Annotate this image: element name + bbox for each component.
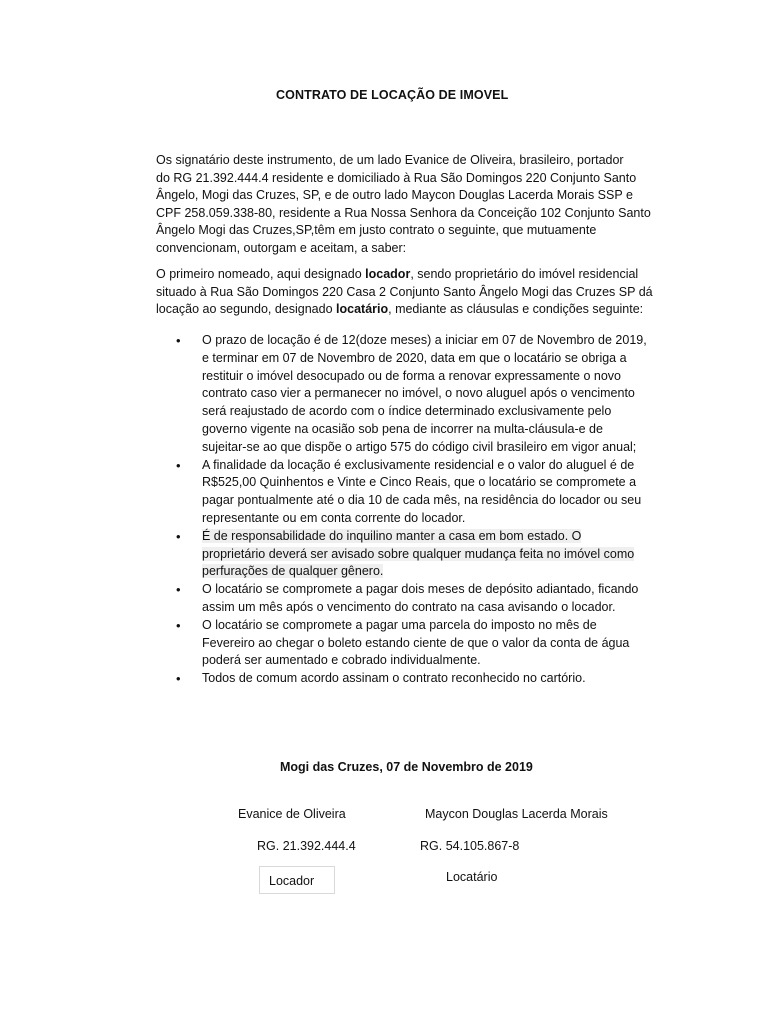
intro-paragraph [156, 152, 666, 257]
designation-line [156, 301, 666, 319]
document-title: CONTRATO DE LOCAÇÃO DE IMOVEL [276, 88, 509, 102]
clause-line [202, 546, 664, 564]
clause-line: e terminar em 07 de Novembro de 2020, data em que o locatário se obriga a [202, 350, 627, 365]
clause-line: • O locatário se compromete a pagar dois meses de depósito adiantado, ficando [202, 582, 639, 597]
place-and-date: Mogi das Cruzes, 07 de Novembro de 2019 [280, 760, 533, 774]
clause-line [202, 563, 664, 581]
clause-item-term [174, 332, 664, 457]
highlighted-text: perfurações de qualquer gênero. [202, 564, 384, 579]
landlord-term: locador [365, 267, 411, 281]
designation-line: situado à Rua São Domingos 220 Casa 2 Conjunto Santo Ângelo Mogi das Cruzes SP dá [156, 284, 653, 299]
clause-item-maintenance [174, 528, 664, 581]
clause-item-tax [174, 617, 664, 670]
clause-line: assim um mês após o vencimento do contrato na casa avisando o locador. [202, 599, 616, 614]
clause-item-deposit [174, 581, 664, 617]
clause-line: R$525,00 Quinhentos e Vinte e Cinco Reais, que o locatário se compromete a [202, 475, 637, 490]
clause-list [174, 332, 664, 688]
clause-item-rent [174, 457, 664, 528]
landlord-role-box [259, 866, 335, 894]
clause-line [202, 528, 664, 546]
clause-line: representante ou em conta corrente do locador. [202, 510, 466, 525]
tenant-name: Maycon Douglas Lacerda Morais [425, 807, 608, 821]
clause-line: • O locatário se compromete a pagar uma parcela do imposto no mês de [202, 617, 597, 632]
tenant-term: locatário [336, 302, 389, 316]
clause-line: pagar pontualmente até o dia 10 de cada mês, na residência do locador ou seu [202, 493, 642, 508]
clause-line: poderá ser aumentado e cobrado individualmente. [202, 653, 481, 668]
tenant-rg: RG. 54.105.867-8 [420, 839, 520, 853]
tenant-role: Locatário [446, 870, 498, 884]
text-run: , sendo proprietário do imóvel residencial [410, 267, 639, 281]
clause-line: Fevereiro ao chegar o boleto estando ciente de que o valor da conta de água [202, 635, 630, 650]
intro-line: convencionam, outorgam e aceitam, a saber: [156, 240, 407, 255]
designation-paragraph [156, 266, 666, 319]
text-run: locação ao segundo, designado [156, 302, 337, 316]
landlord-role: Locador [269, 874, 315, 888]
landlord-rg: RG. 21.392.444.4 [257, 839, 356, 853]
intro-line: Ângelo, Mogi das Cruzes, SP, e de outro lado Maycon Douglas Lacerda Morais SSP e [156, 188, 633, 202]
clause-line: • Todos de comum acordo assinam o contrato reconhecido no cartório. [202, 671, 586, 686]
clause-line: • A finalidade da locação é exclusivamente residencial e o valor do aluguel é de [202, 457, 635, 472]
intro-line: do RG 21.392.444.4 residente e domiciliado à Rua São Domingos 220 Conjunto Santo [156, 170, 637, 185]
text-run: , mediante as cláusulas e condições seguinte: [388, 302, 644, 316]
clause-line: será reajustado de acordo com o índice determinado exclusivamente pelo [202, 404, 612, 419]
clause-line: • O prazo de locação é de 12(doze meses) a iniciar em 07 de Novembro de 2019, [202, 333, 647, 347]
highlighted-text: É de responsabilidade do inquilino manter a casa em bom estado. O [202, 528, 582, 543]
clause-item-agreement [174, 670, 664, 688]
intro-line: CPF 258.059.338-80, residente a Rua Nossa Senhora da Conceição 102 Conjunto Santo [156, 205, 651, 220]
designation-line [156, 266, 666, 284]
highlighted-text: proprietário deverá ser avisado sobre qualquer mudança feita no imóvel como [202, 546, 635, 561]
clause-line: restituir o imóvel desocupado ou de forma a renovar expressamente o novo [202, 368, 621, 383]
clause-line: sujeitar-se ao que dispõe o artigo 575 do código civil brasileiro em vigor anual; [202, 439, 637, 454]
intro-line: Os signatário deste instrumento, de um lado Evanice de Oliveira, brasileiro, portador [156, 153, 624, 167]
intro-line: Ângelo Mogi das Cruzes,SP,têm em justo contrato o seguinte, que mutuamente [156, 223, 597, 237]
clause-line: contrato caso vier a permanecer no imóvel, o novo aluguel após o vencimento [202, 386, 635, 401]
clause-line: governo vigente na ocasião sob pena de incorrer na multa-cláusula-e de [202, 421, 603, 436]
text-run: O primeiro nomeado, aqui designado [156, 267, 366, 281]
landlord-name: Evanice de Oliveira [238, 807, 346, 821]
